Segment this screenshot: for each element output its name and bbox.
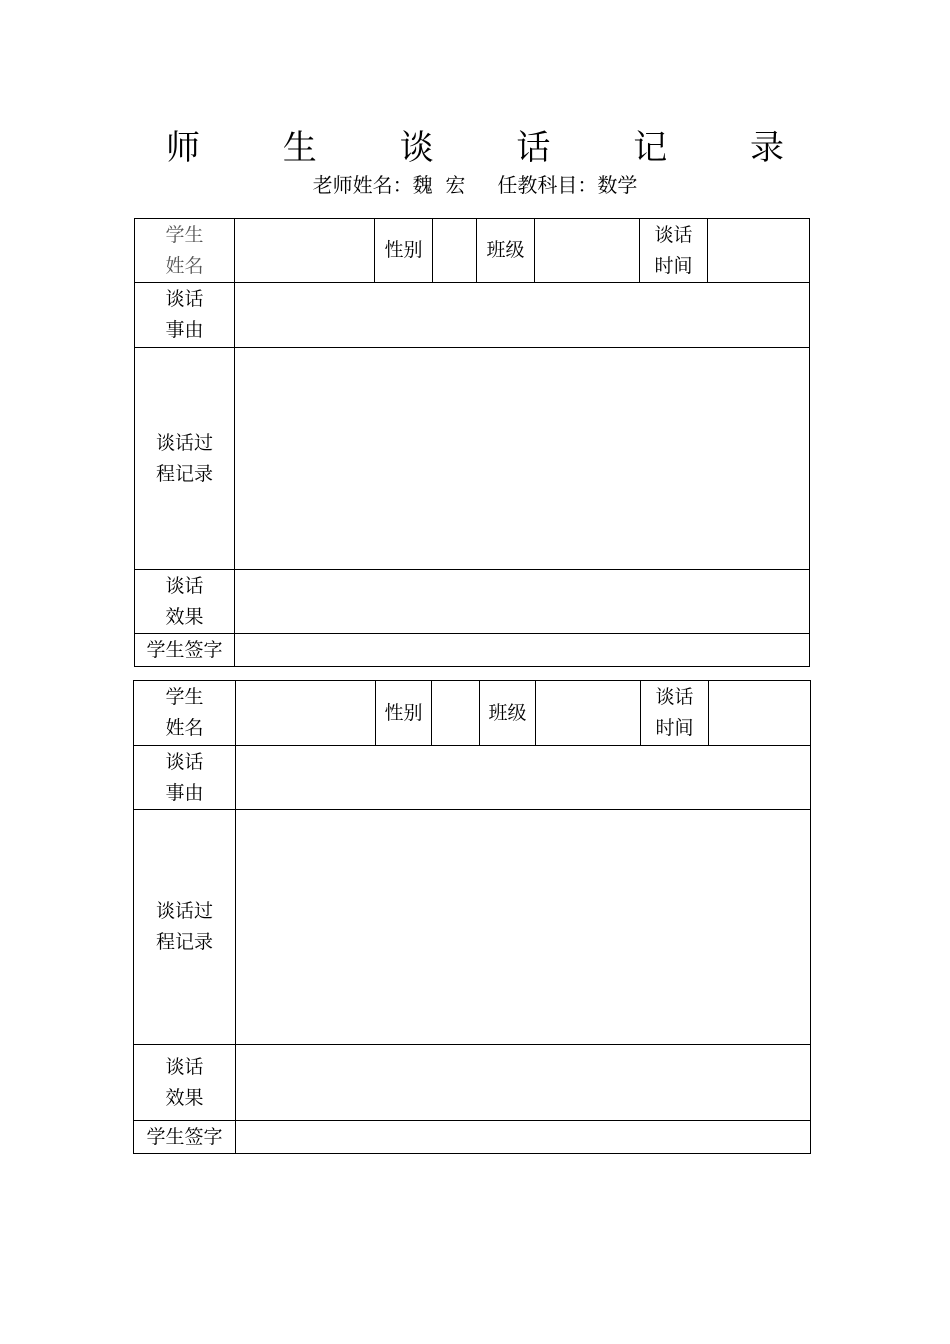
process-row	[135, 348, 810, 570]
subject-label: 任教科目：	[497, 173, 598, 197]
talk-time-label: 谈话 时间	[640, 219, 708, 283]
class-label: 班级	[477, 219, 535, 283]
effect-row	[135, 570, 810, 634]
class-label: 班级	[480, 681, 536, 746]
talk-process-field[interactable]	[235, 348, 810, 570]
talk-reason-field[interactable]	[235, 283, 810, 348]
student-name-label: 学生 姓名	[134, 681, 236, 746]
gender-label: 性别	[376, 681, 432, 746]
subject-value: 数学	[597, 173, 638, 197]
student-signature-label: 学生签字	[135, 634, 235, 667]
talk-reason-label: 谈话 事由	[135, 283, 235, 348]
talk-reason-label: 谈话 事由	[134, 746, 236, 810]
talk-reason-field[interactable]	[236, 746, 811, 810]
talk-time-field[interactable]	[708, 219, 810, 283]
student-name-field[interactable]	[235, 219, 375, 283]
student-signature-field[interactable]	[235, 634, 810, 667]
student-signature-label: 学生签字	[134, 1121, 236, 1154]
talk-time-field[interactable]	[709, 681, 811, 746]
effect-row	[134, 1045, 811, 1121]
talk-effect-label: 谈话 效果	[134, 1045, 236, 1121]
teacher-name: 魏 宏	[412, 173, 466, 197]
class-field[interactable]	[535, 219, 640, 283]
student-name-label: 学生 姓名	[135, 219, 235, 283]
gender-field[interactable]	[432, 681, 480, 746]
signature-row	[134, 1121, 811, 1154]
talk-record-form-1	[134, 218, 810, 667]
header-row	[135, 219, 810, 283]
student-signature-field[interactable]	[236, 1121, 811, 1154]
talk-time-label: 谈话 时间	[641, 681, 709, 746]
page-title: 师 生 谈 话 记 录	[165, 128, 821, 168]
teacher-info	[0, 170, 950, 200]
gender-label: 性别	[375, 219, 433, 283]
reason-row	[134, 746, 811, 810]
signature-row	[135, 634, 810, 667]
talk-process-label: 谈话过 程记录	[135, 348, 235, 570]
talk-record-form-2	[133, 680, 811, 1154]
header-row	[134, 681, 811, 746]
teacher-name-label: 老师姓名：	[312, 173, 413, 197]
student-name-field[interactable]	[236, 681, 376, 746]
process-row	[134, 810, 811, 1045]
talk-effect-field[interactable]	[235, 570, 810, 634]
talk-process-field[interactable]	[236, 810, 811, 1045]
gender-field[interactable]	[433, 219, 477, 283]
talk-effect-label: 谈话 效果	[135, 570, 235, 634]
reason-row	[135, 283, 810, 348]
talk-effect-field[interactable]	[236, 1045, 811, 1121]
talk-process-label: 谈话过 程记录	[134, 810, 236, 1045]
class-field[interactable]	[536, 681, 641, 746]
